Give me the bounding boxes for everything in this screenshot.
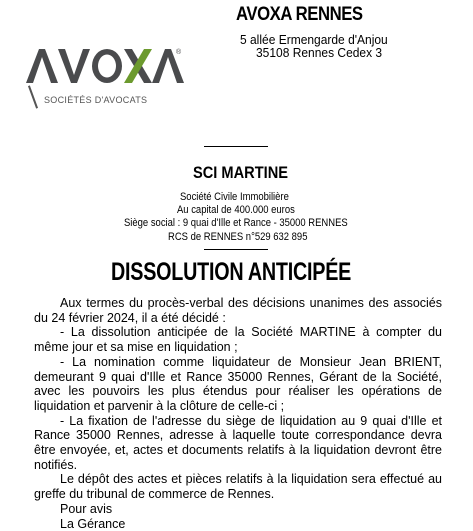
company-name: SCI MARTINE <box>193 163 289 182</box>
separator-rule-top <box>204 146 268 147</box>
firm-street-address: 5 allée Ermengarde d'Anjou <box>240 33 388 47</box>
company-legal-form: Société Civile Immobilière <box>180 191 289 203</box>
trademark-symbol: ® <box>176 49 182 56</box>
notice-body <box>34 296 442 531</box>
notice-signature: La Gérance <box>60 516 126 531</box>
company-rcs-number: RCS de RENNES n°529 632 895 <box>168 231 308 243</box>
firm-city: 35108 Rennes Cedex 3 <box>256 46 383 60</box>
company-registered-office: Siège social : 9 quai d'Ille et Rance - 35000 RENNES <box>124 217 348 229</box>
notice-paragraph: Le dépôt des actes et pièces relatifs à la liquidation sera effectué au greffe du tribunal de commerce de Rennes. <box>34 472 442 502</box>
notice-paragraph: - La fixation de l'adresse du siège de liquidation au 9 quai d'Ille et Rance 35000 Rennes, adresse à laquelle toute correspondance devra être envoyée, et, actes et documents relatifs à la liquidation devront être notifiés. <box>34 413 442 472</box>
company-capital: Au capital de 400.000 euros <box>177 204 295 216</box>
avoxa-logo-wordmark <box>24 43 194 91</box>
notice-paragraph: Aux termes du procès-verbal des décisions unanimes des associés du 24 février 2024, il a été décidé : <box>34 296 442 325</box>
notice-title: DISSOLUTION ANTICIPÉE <box>111 258 352 286</box>
avoxa-logo <box>24 43 194 113</box>
separator-rule-bottom <box>204 249 268 250</box>
logo-tagline: SOCIÉTÉS D'AVOCATS <box>44 95 148 105</box>
firm-name: AVOXA RENNES <box>236 4 363 25</box>
notice-paragraph: - La nomination comme liquidateur de Monsieur Jean BRIENT, demeurant 9 quai d'Ille et Rance 35000 Rennes, Gérant de la Société, avec les pouvoirs les plus étendus pour réaliser les opérations de liquidation et parvenir à la clôture de celle-ci ; <box>34 354 442 413</box>
notice-closing: Pour avis <box>60 501 113 516</box>
notice-paragraph: - La dissolution anticipée de la Société MARTINE à compter du même jour et sa mise en liquidation ; <box>34 325 442 355</box>
